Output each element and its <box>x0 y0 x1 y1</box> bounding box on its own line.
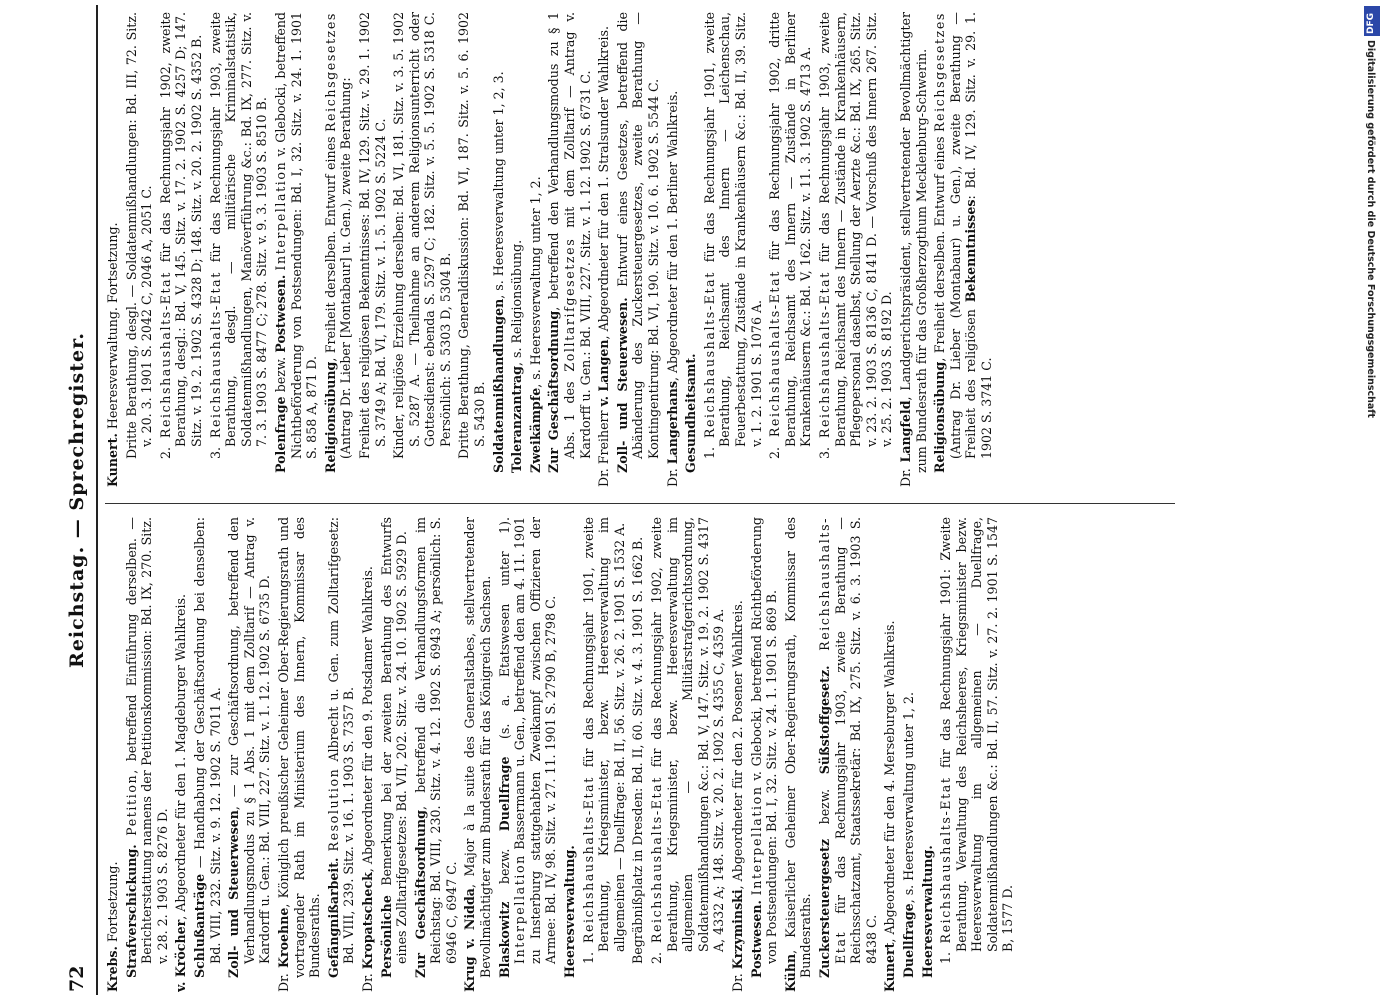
index-entry: Polenfrage bezw. Postwesen. Interpellation v. Glebocki, betreffend Nichtbeförderung von Postsendungen: Bd. I, 32. Sitz. v. 24. 1. 1901 S. 858 A, 871 D. <box>272 12 320 473</box>
funding-note <box>1362 40 1382 680</box>
index-entry: 1. Reichshaushalts-Etat für das Rechnungsjahr 1901, zweite Berathung, Kriegsminister, bezw. Heeresverwaltung im allgemeinen — Duellfrage: Bd. II, 56. Sitz. v. 26. 2. 1901 S. 1532 A. <box>580 517 627 964</box>
left-column <box>105 517 1165 992</box>
index-entry: Dr. Krzyminski, Abgeordneter für den 2. Posener Wahlkreis. <box>729 600 745 992</box>
index-entry: Zuckersteuergesetz bezw. Süßstoffgesetz. Reichshaushalts-Etat für das Rechnungsjahr 1903, zweite Berathung — Reichsschatzamt, Staatssekretär: Bd. IX, 275. Sitz. v. 6. 3. 1903 S. 8438 C. <box>816 517 879 978</box>
index-entry: 1. Reichshaushalts-Etat für das Rechnungsjahr 1901, zweite Berathung, Reichsamt des Innern — Leichenschau, Feuerbestattung, Zustände in Krankenhäusern &c.: Bd. II, 39. Sitz. v. 1. 2. 1901 S. 1076 A. <box>701 12 764 459</box>
index-entry: Krug v. Nidda, Major à la suite des Generalstabes, stellvertretender Bevollmächtigter zum Bundesrath für das Königreich Sachsen. <box>462 517 494 992</box>
index-entry: Kühn, Kaiserlicher Geheimer Ober-Regierungsrath, Kommissar des Bundesraths. <box>782 517 814 992</box>
header-rule <box>96 5 98 995</box>
index-entry: 2. Reichshaushalts-Etat für das Rechnungsjahr 1902, zweite Berathung, Kriegsminister, bezw. Heeresverwaltung im allgemeinen — Militärstrafgerichtsordnung, Soldatenmißhandlungen &c.: Bd. V, 147. Sitz. v. 19. 2. 1902 S. 4317 A, 4332 A; 148. Sitz. v. 20. 2. 1902 S. 4355 C, 4359 A. <box>649 517 727 964</box>
index-entry: Persönliche Bemerkung bei der zweiten Berathung des Entwurfs eines Zolltarifgesetzes: Bd. VII, 202. Sitz. v. 24. 10. 1902 S. 5929 D. <box>378 517 410 978</box>
index-entry: Blaskowitz bezw. Duellfrage (s. a. Etatswesen unter 1). Interpellation Bassermann u. Gen., betreffend den am 4. 11. 1901 zu Insterburg stattgehabten Zweikampf zwischen Offizieren der Armee: Bd. IV, 98. Sitz. v. 27. 11. 1901 S. 2790 B, 2798 C. <box>496 517 559 978</box>
right-column <box>105 12 1165 487</box>
index-entry: Zur Geschäftsordnung, betreffend die Verhandlungsformen im Reichstag: Bd. VIII, 230. Sitz. v. 4. 12. 1902 S. 6943 A; persönlich: S. 6946 C, 6947 C. <box>412 517 459 978</box>
index-entry: Heeresverwaltung. <box>562 845 578 978</box>
index-entry: Soldatenmißhandlungen, s. Heeresverwaltung unter 1, 2, 3. <box>490 71 506 473</box>
index-entry: Religionsübung, Freiheit derselben. Entwurf eines Reichsgesetzes (Antrag Dr. Lieber [Montabaur] u. Gen.), zweite Berathung: <box>322 12 354 473</box>
dfg-logo <box>1364 6 1380 36</box>
index-entry: Postwesen. Interpellation v. Glebocki, betreffend Richtbeförderung von Postsendungen: Bd. I, 32. Sitz. v. 24. 1. 1901 S. 869 B. <box>748 517 780 978</box>
index-entry: Kunert. Heeresverwaltung. Fortsetzung. <box>105 222 120 487</box>
index-entry: 2. Reichshaushalts-Etat für das Rechnungsjahr 1902, dritte Berathung, Reichsamt des Innern — Zustände in Berliner Krankenhäusern &c.: Bd. V, 162. Sitz. v. 11. 3. 1902 S. 4713 A. <box>767 12 814 459</box>
index-entry: Dr. Freiherr v. Langen, Abgeordneter für den 1. Stralsunder Wahlkreis. <box>596 25 612 487</box>
index-entry: Dritte Berathung, desgl. — Soldatenmißhandlungen: Bd. III, 72. Sitz. v. 20. 3. 1901 S. 2042 C, 2046 A, 2051 C. <box>123 12 155 459</box>
index-entry: Zoll- und Steuerwesen, — zur Geschäftsordnung, betreffend den Verhandlungsmodus zu § 1 Abs. 1 mit dem Zolltarif — Antrag v. Kardorff u. Gen.: Bd. VIII, 227. Sitz. v. 1. 12. 1902 S. 6735 D. <box>226 517 273 978</box>
index-entry: Heeresverwaltung. <box>919 845 935 978</box>
index-entry: v. Kröcher, Abgeordneter für den 1. Magdeburger Wahlkreis. <box>173 594 189 992</box>
index-entry: Begräbnißplatz in Dresden: Bd. II, 60. Sitz. v. 4. 3. 1901 S. 1662 B. <box>630 536 646 964</box>
index-entry: 1. Reichshaushalts-Etat für das Rechnungsjahr 1901: Zweite Berathung. Verwaltung des Reichsheeres, Kriegsminister bezw. Heeresverwaltung im allgemeinen — Duellfrage, Soldatenmißhandlungen &c.: Bd. II, 57. Sitz. v. 27. 2. 1901 S. 1547 B, 1577 D. <box>938 517 1016 964</box>
index-entry: Krebs. Fortsetzung. <box>105 861 120 992</box>
index-entry: Religionsübung, Freiheit derselben. Entwurf eines Reichsgesetzes (Antrag Dr. Lieber (Montabaur) u. Gen.), zweite Berathung — Freiheit des religiösen Bekenntnisses: Bd. IV, 129. Sitz. v. 29. 1. 1902 S. 3741 C. <box>932 12 994 473</box>
index-entry: Dritte Berathung, Generaldiskussion: Bd. VI, 187. Sitz. v. 5. 6. 1902 S. 5430 B. <box>456 12 488 459</box>
index-entry: 2. Reichshaushalts-Etat für das Rechnungsjahr 1902, zweite Berathung, desgl.: Bd. V, 145. Sitz. v. 17. 2. 1902 S. 4257 D; 147. Sitz. v. 19. 2. 1902 S. 4328 D; 148. Sitz. v. 20. 2. 1902 S. 4352 B. <box>157 12 204 459</box>
index-entry: Dr. Langfeld, Landgerichtspräsident, stellvertretender Bevollmächtigter zum Bundesrath für das Großherzogthum Mecklenburg-Schwerin. <box>897 12 929 487</box>
index-entry: Strafverschickung. Petition, betreffend Einführung derselben. — Berichterstattung namens der Petitionskommission: Bd. IX, 270. Sitz. v. 28. 2. 1903 S. 8276 D. <box>123 517 170 978</box>
page-number: 72 <box>66 965 88 992</box>
index-entry: Dr. Kroehne, Königlich preußischer Geheimer Ober-Regierungsrath und vortragender Rath im Ministerium des Innern, Kommissar des Bundesraths. <box>275 517 323 992</box>
page-header <box>60 0 100 1000</box>
index-entry: Kunert, Abgeordneter für den 4. Merseburger Wahlkreis. <box>882 620 898 992</box>
index-entry: Zoll- und Steuerwesen. Entwurf eines Gesetzes, betreffend die Abänderung des Zuckersteuergesetzes, zweite Berathung — Kontingentirung: Bd. VI, 190. Sitz. v. 10. 6. 1902 S. 5544 C. <box>614 12 661 473</box>
index-entry: Zur Geschäftsordnung, betreffend den Verhandlungsmodus zu § 1 Abs. 1 des Zolltarifgesetzes mit dem Zolltarif — Antrag v. Kardorff u. Gen.: Bd. VIII, 227. Sitz. v. 1. 12. 1902 S. 6731 C. <box>546 12 593 473</box>
index-entry: Dr. Kropatscheck, Abgeordneter für den 9. Potsdamer Wahlkreis. <box>359 566 375 992</box>
column-divider <box>105 503 1175 504</box>
page-title: Reichstag. — Sprechregister. <box>66 332 88 668</box>
index-entry: 3. Reichshaushalts-Etat für das Rechnungsjahr 1903, zweite Berathung, desgl. — militärische Kriminalstatistik, Soldatenmißhandlungen, Manöverführung &c.: Bd. IX, 277. Sitz. v. 7. 3. 1903 S. 8477 C; 278. Sitz. v. 9. 3. 1903 S. 8510 B. <box>207 12 270 459</box>
index-entry: Gesundheitsamt. <box>683 353 699 473</box>
index-entry: 3. Reichshaushalts-Etat für das Rechnungsjahr 1903, zweite Berathung, Reichsamt des Innern — Zustände in Krankenhäusern, Pflegepersonal daselbst, Stellung der Aerzte &c.: Bd. IX, 265. Sitz. v. 23. 2. 1903 S. 8136 C, 8141 D. — Vorschuß des Innern 267. Sitz. v. 25. 2. 1903 S. 8192 D. <box>816 12 895 459</box>
index-entry: Toleranzantrag, s. Religionsübung. <box>509 239 525 473</box>
index-entry: Zweikämpfe, s. Heeresverwaltung unter 1, 2. <box>527 176 543 473</box>
index-entry: Kinder, religiöse Erziehung derselben: Bd. VI, 181. Sitz. v. 3. 5. 1902 S. 5287 A. — Theilnahme an anderem Religionsunterricht oder Gottesdienst: ebenda S. 5297 C; 182. Sitz. v. 5. 5. 1902 S. 5318 C. Persönlich: S. 5303 D, 5304 B. <box>391 12 453 459</box>
index-entry: Dr. Langerhans, Abgeordneter für den 1. Berliner Wahlkreis. <box>664 90 680 487</box>
index-entry: Duellfrage, s. Heeresverwaltung unter 1, 2. <box>900 691 916 978</box>
index-entry: Schlußanträge — Handhabung der Geschäftsordnung bei denselben: Bd. VIII, 232. Sitz. v. 9. 12. 1902 S. 7011 A. <box>191 517 223 978</box>
index-entry: Gefängnißarbeit. Resolution Albrecht u. Gen. zum Zolltarifgesetz: Bd. VIII, 239. Sitz. v. 16. 1. 1903 S. 7357 B. <box>325 517 357 978</box>
dfg-logo-text: DFG <box>1366 12 1376 34</box>
funding-note-text: Digitalisierung gefördert durch die Deutsche Forschungsgemeinschaft <box>1365 40 1376 418</box>
index-entry: Freiheit des religiösen Bekenntnisses: Bd. IV, 129. Sitz. v. 29. 1. 1902 S. 3749 A; Bd. VI, 179. Sitz. v. 1. 5. 1902 S. 5224 C. <box>356 12 388 459</box>
